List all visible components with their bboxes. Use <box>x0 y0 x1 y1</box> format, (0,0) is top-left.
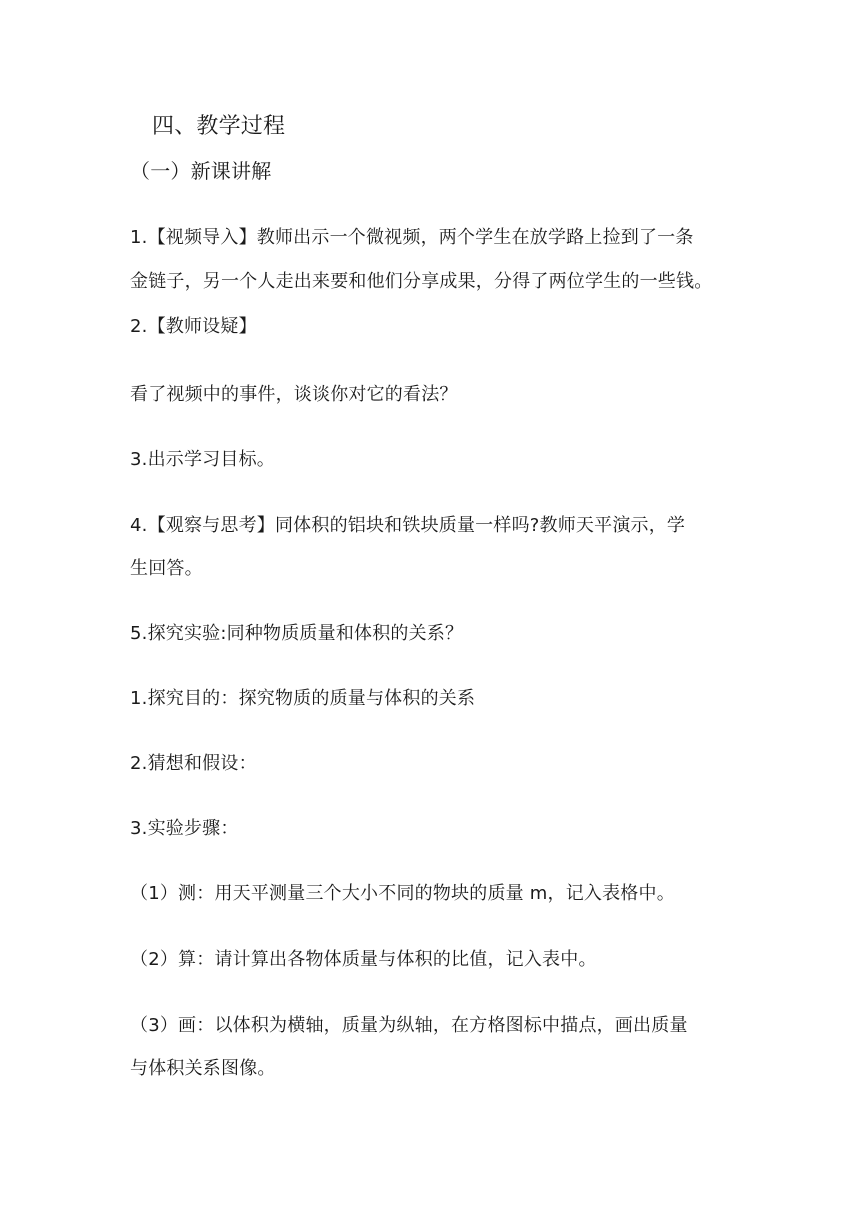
sub-heading: （一）新课讲解 <box>130 159 272 183</box>
paragraph-line: 生回答。 <box>130 558 203 579</box>
paragraph-line: （3）画：以体积为横轴，质量为纵轴，在方格图标中描点，画出质量 <box>130 1015 688 1036</box>
paragraph-line: （1）测：用天平测量三个大小不同的物块的质量 m，记入表格中。 <box>130 883 675 904</box>
paragraph-line: 1.探究目的：探究物质的质量与体积的关系 <box>130 688 476 709</box>
paragraph-line: 金链子，另一个人走出来要和他们分享成果，分得了两位学生的一些钱。 <box>130 271 713 292</box>
section-heading: 四、教学过程 <box>152 114 286 139</box>
paragraph-line: 2.猜想和假设： <box>130 753 257 774</box>
paragraph-line: 3.出示学习目标。 <box>130 449 275 470</box>
paragraph-line: 2.【教师设疑】 <box>130 316 257 337</box>
paragraph-line: 看了视频中的事件，谈谈你对它的看法？ <box>130 384 458 405</box>
paragraph-line: 1.【视频导入】教师出示一个微视频，两个学生在放学路上捡到了一条 <box>130 227 694 248</box>
paragraph-line: 3.实验步骤： <box>130 818 239 839</box>
paragraph-line: 4.【观察与思考】同体积的铝块和铁块质量一样吗?教师天平演示，学 <box>130 515 686 536</box>
paragraph-line: 5.探究实验:同种物质质量和体积的关系？ <box>130 623 464 644</box>
paragraph-line: （2）算：请计算出各物体质量与体积的比值，记入表中。 <box>130 949 597 970</box>
paragraph-line: 与体积关系图像。 <box>130 1058 276 1079</box>
